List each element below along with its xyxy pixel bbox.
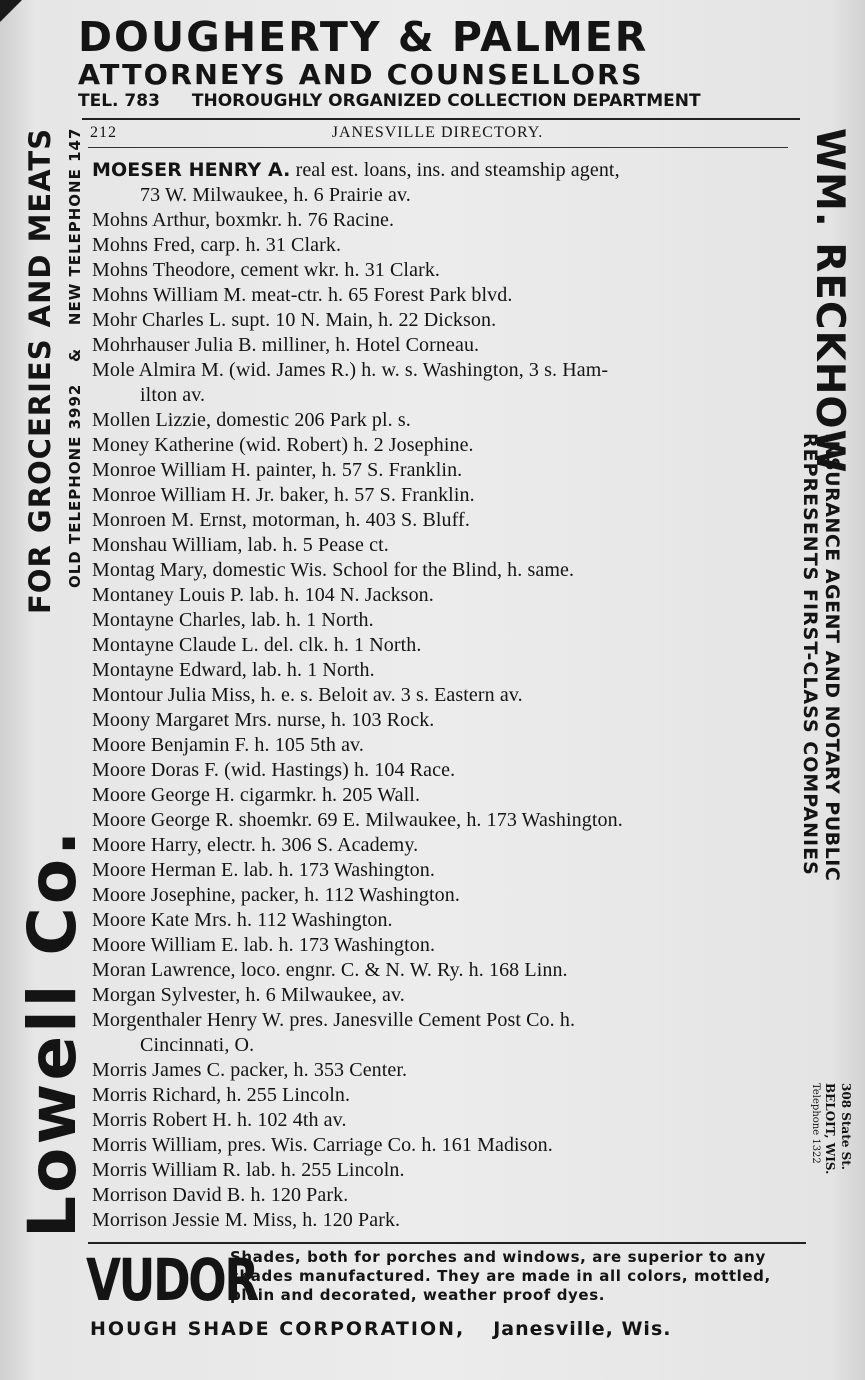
entry-details: Jessie M. Miss, h. 120 Park. [167,1209,401,1231]
entry-surname: Moore [92,809,146,831]
page-title: JANESVILLE DIRECTORY. [331,124,544,141]
entry-surname: Mole [92,359,135,381]
left-ad-old-phone: OLD TELEPHONE 3992 [66,384,84,589]
entry-details: Kate Mrs. h. 112 Washington. [145,909,393,931]
directory-entry [92,558,792,583]
entry-details: Doras F. (wid. Hastings) h. 104 Race. [145,759,456,781]
entry-surname: Montag [92,559,155,581]
directory-entry [92,783,792,808]
entry-surname: Monroe [92,459,156,481]
entry-details: James C. packer, h. 353 Center. [147,1059,408,1081]
entry-surname: Mohns [92,259,149,281]
directory-entry [92,208,792,233]
entry-details: Henry W. pres. Janesville Cement Post Co. h. [201,1009,576,1031]
ad-tel-line [78,90,800,112]
ad-firm-role: ATTORNEYS AND COUNSELLORS [78,58,644,91]
entry-details: Lizzie, domestic 206 Park pl. s. [150,409,411,431]
entry-surname: Montour [92,684,163,706]
entry-details: Claude L. del. clk. h. 1 North. [173,634,422,656]
left-ad-tagline: FOR GROCERIES AND MEATS [23,128,57,615]
directory-entry [92,583,792,608]
left-ad-company: Lowell Co. [14,827,91,1238]
entry-details: William, pres. Wis. Carriage Co. h. 161 Madison. [147,1134,553,1156]
entry-details: Theodore, cement wkr. h. 31 Clark. [148,259,441,281]
entry-surname: Moore [92,884,146,906]
directory-entry [92,258,792,283]
directory-entry [92,1058,792,1083]
entry-details: Sylvester, h. 6 Milwaukee, av. [155,984,405,1006]
entry-surname: Morris [92,1159,148,1181]
entry-surname: Moore [92,834,146,856]
directory-entry [92,608,792,633]
entry-surname: Monshau [92,534,168,556]
running-head [90,122,785,146]
bottom-ad-city: Janesville, Wis. [493,1318,672,1340]
entry-surname: Morrison [92,1184,168,1206]
entry-details: Julia Miss, h. e. s. Beloit av. 3 s. Eastern av. [162,684,523,706]
entry-details: David B. h. 120 Park. [167,1184,349,1206]
top-rule [82,118,800,120]
bottom-ad-company-line [90,1318,810,1340]
left-ad-ampersand: & [66,347,84,362]
directory-entry [92,508,792,533]
entry-details: Charles, lab. h. 1 North. [173,609,374,631]
entry-surname: Moore [92,934,146,956]
entry-continuation [92,383,792,408]
entry-surname: Morris [92,1109,148,1131]
entry-details: real est. loans, ins. and steamship agent, [290,159,620,181]
entry-details: Harry, electr. h. 306 S. Academy. [145,834,419,856]
directory-entry [92,433,792,458]
directory-entry [92,408,792,433]
entry-surname: Mohns [92,209,149,231]
page-corner [0,0,22,22]
directory-entries [92,158,792,1233]
entry-surname: Montayne [92,634,174,656]
directory-entry [92,158,792,183]
right-ad-name: WM. RECKHOW [807,128,852,474]
right-ad-line2: REPRESENTS FIRST-CLASS COMPANIES [799,433,821,876]
ad-department: THOROUGHLY ORGANIZED COLLECTION DEPARTMENT [191,91,701,111]
directory-entry [92,458,792,483]
directory-entry [92,333,792,358]
entry-details: William E. lab. h. 173 Washington. [145,934,436,956]
entry-details: Charles L. supt. 10 N. Main, h. 22 Dickson. [136,309,497,331]
entry-surname: Moore [92,909,146,931]
ad-firm-name: DOUGHERTY & PALMER [78,13,649,61]
entry-details: Margaret Mrs. nurse, h. 103 Rock. [150,709,435,731]
entry-surname: Mollen [92,409,151,431]
directory-entry [92,958,792,983]
entry-details: Edward, lab. h. 1 North. [173,659,375,681]
entry-continuation-text: Cincinnati, O. [140,1034,255,1056]
entry-details: Richard, h. 255 Lincoln. [147,1084,351,1106]
entry-surname: Mohns [92,234,149,256]
page-number: 212 [90,124,117,141]
directory-entry [92,733,792,758]
entry-details: Fred, carp. h. 31 Clark. [148,234,342,256]
entry-surname: Moony [92,709,151,731]
directory-entry [92,708,792,733]
entry-details: William R. lab. h. 255 Lincoln. [147,1159,405,1181]
entry-continuation-text: ilton av. [140,384,206,406]
entry-details: Benjamin F. h. 105 5th av. [145,734,364,756]
entry-surname: Mohns [92,284,149,306]
entry-surname: Monroen [92,509,167,531]
top-advertisement [78,14,800,112]
directory-entry [92,658,792,683]
directory-entry [92,1108,792,1133]
bottom-ad-text: Shades, both for porches and windows, are superior to any shades manufactured. They are made in all colors, mottled, plain and decorated, weather proof dyes. [230,1248,771,1304]
entry-continuation-text: 73 W. Milwaukee, h. 6 Prairie av. [140,184,411,206]
directory-entry [92,933,792,958]
entry-details: Lawrence, loco. engnr. C. & N. W. Ry. h. 168 Linn. [145,959,568,981]
bottom-ad-brand: VUDOR [86,1246,257,1314]
entry-details: William H. Jr. baker, h. 57 S. Franklin. [155,484,475,506]
entry-surname: Morrison [92,1209,168,1231]
right-ad-telephone: Telephone 1322 [810,1083,821,1164]
entry-surname: Montaney [92,584,174,606]
entry-surname: Mohrhauser [92,334,190,356]
entry-surname: Morris [92,1084,148,1106]
directory-entry [92,1183,792,1208]
left-advertisement [10,128,91,1238]
entry-surname: Moran [92,959,146,981]
entry-surname: Morgenthaler [92,1009,202,1031]
left-ad-new-phone: NEW TELEPHONE 147 [66,128,84,326]
bottom-ad-company: HOUGH SHADE CORPORATION, [90,1318,466,1340]
entry-details: William, lab. h. 5 Pease ct. [167,534,389,556]
entry-details: Almira M. (wid. James R.) h. w. s. Washington, 3 s. Ham- [134,359,609,381]
directory-entry [92,533,792,558]
entry-continuation [92,1033,792,1058]
right-ad-line1: INSURANCE AGENT AND NOTARY PUBLIC [821,433,843,882]
entry-surname: Morgan [92,984,156,1006]
entry-details: Julia B. milliner, h. Hotel Corneau. [189,334,480,356]
entry-details: Josephine, packer, h. 112 Washington. [145,884,460,906]
entry-surname: Mohr [92,309,137,331]
directory-entry [92,308,792,333]
bottom-rule [88,1242,806,1244]
right-advertisement [795,128,857,1238]
directory-entry [92,283,792,308]
directory-entry [92,758,792,783]
entry-details: Robert H. h. 102 4th av. [147,1109,347,1131]
entry-surname: Monroe [92,484,156,506]
entry-details: Herman E. lab. h. 173 Washington. [145,859,435,881]
directory-entry [92,833,792,858]
right-ad-address: 308 State St. [839,1083,853,1170]
entry-details: Mary, domestic Wis. School for the Blind, h. same. [154,559,575,581]
directory-entry [92,858,792,883]
entry-surname: Morris [92,1134,148,1156]
entry-details: Katherine (wid. Robert) h. 2 Josephine. [149,434,474,456]
entry-details: Louis P. lab. h. 104 N. Jackson. [173,584,434,606]
entry-surname: Montayne [92,609,174,631]
entry-surname: MOESER HENRY A. [92,159,291,181]
directory-entry [92,1008,792,1033]
entry-details: William H. painter, h. 57 S. Franklin. [155,459,463,481]
entry-details: M. Ernst, motorman, h. 403 S. Bluff. [166,509,470,531]
entry-surname: Moore [92,784,146,806]
entry-surname: Moore [92,734,146,756]
directory-entry [92,633,792,658]
directory-entry [92,683,792,708]
directory-entry [92,233,792,258]
directory-entry [92,1158,792,1183]
right-ad-city: BELOIT, WIS. [823,1083,837,1175]
entry-surname: Moore [92,759,146,781]
directory-entry [92,483,792,508]
directory-entry [92,1083,792,1108]
entry-surname: Moore [92,859,146,881]
entry-surname: Montayne [92,659,174,681]
directory-entry [92,908,792,933]
directory-entry [92,983,792,1008]
ad-telephone: TEL. 783 [78,91,160,111]
entry-details: Arthur, boxmkr. h. 76 Racine. [148,209,395,231]
directory-entry [92,883,792,908]
directory-entry [92,808,792,833]
entry-details: George R. shoemkr. 69 E. Milwaukee, h. 173 Washington. [145,809,623,831]
directory-entry [92,1208,792,1233]
head-rule [88,147,788,148]
left-ad-phones [66,128,84,748]
entry-surname: Morris [92,1059,148,1081]
entry-continuation [92,183,792,208]
directory-entry [92,358,792,383]
entry-details: William M. meat-ctr. h. 65 Forest Park blvd. [148,284,513,306]
directory-entry [92,1133,792,1158]
entry-surname: Money [92,434,150,456]
entry-details: George H. cigarmkr. h. 205 Wall. [145,784,421,806]
